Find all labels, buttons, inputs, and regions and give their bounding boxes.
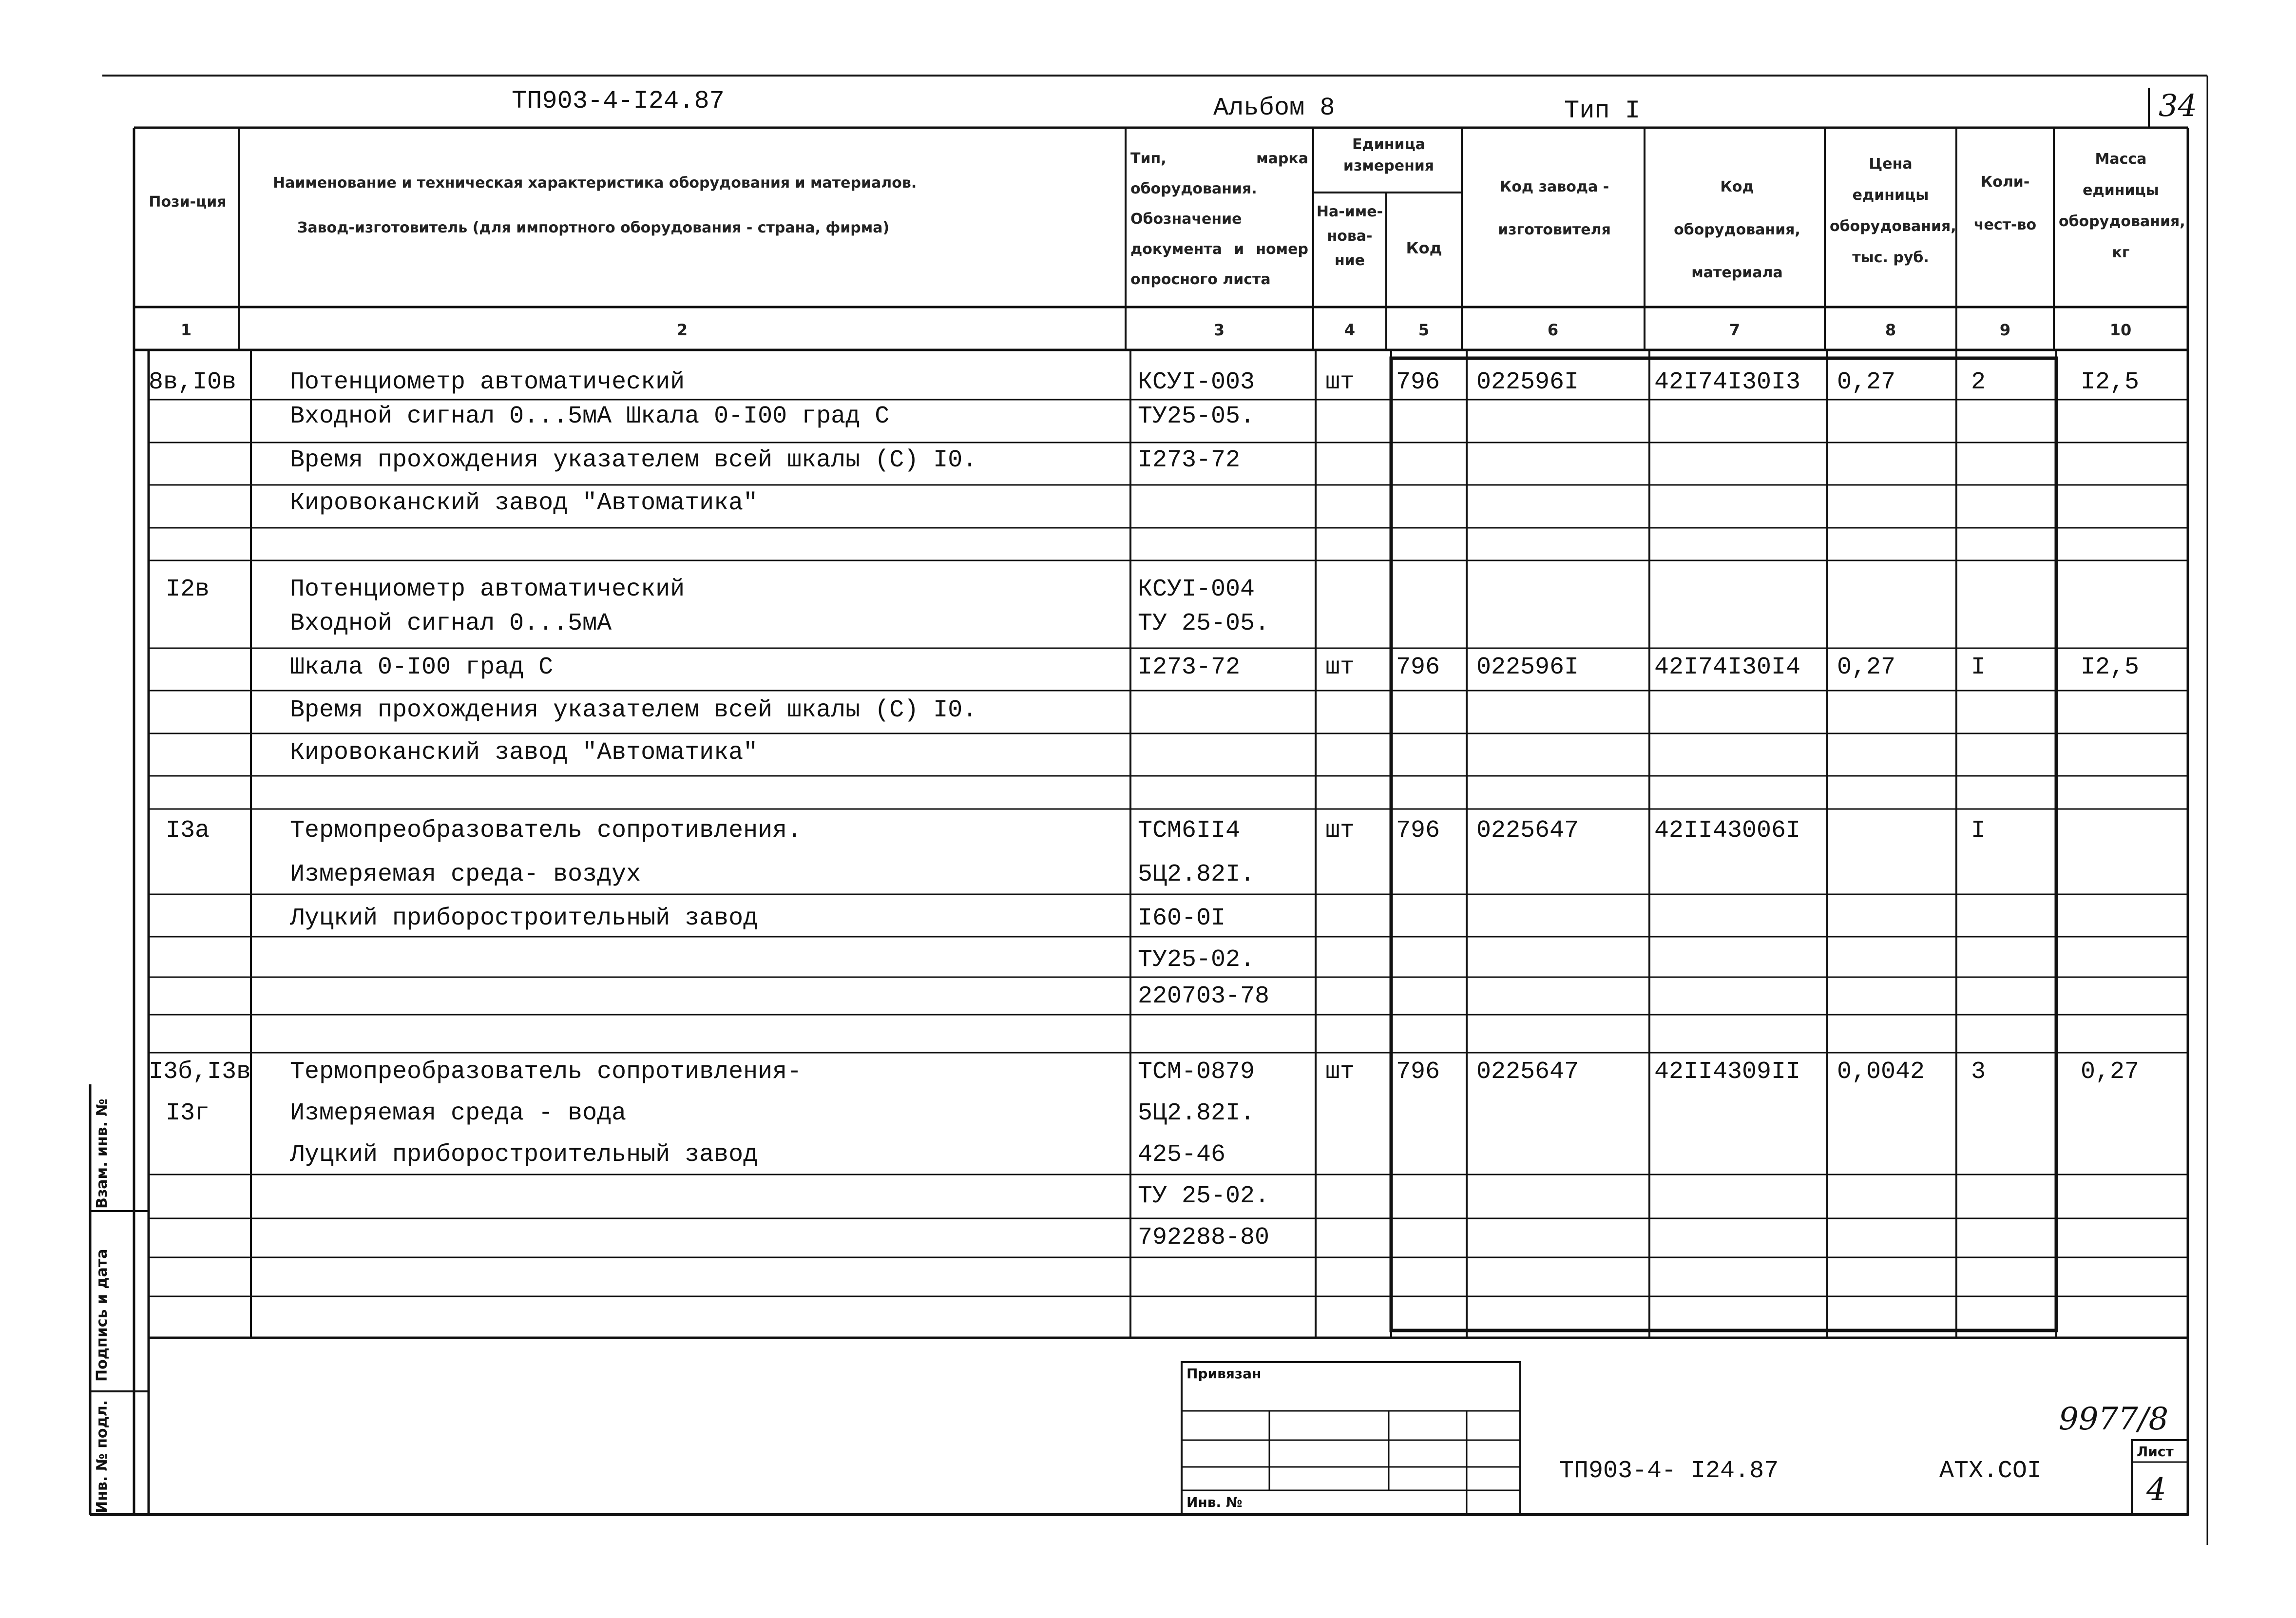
cell-unit-code: 796 — [1396, 654, 1440, 681]
column-number: 8 — [1885, 321, 1896, 339]
cell-name: Термопреобразователь сопротивления. — [290, 817, 802, 845]
cell-position: 8в,I0в — [149, 368, 237, 396]
stamp-handwritten-number: 9977/8 — [2059, 1401, 2169, 1437]
cell-unit: шт — [1325, 368, 1355, 396]
col-header-type: Тип, марка оборудования. Обозначение документа и номер опросного листа — [1130, 150, 1308, 288]
column-number: 1 — [180, 321, 192, 339]
stamp-doc-code: ТП903-4- I24.87 — [1559, 1457, 1779, 1485]
column-number: 2 — [676, 321, 688, 339]
stamp-linked-label: Привязан — [1186, 1366, 1262, 1382]
stamp-mark: АТХ.COI — [1939, 1457, 2042, 1485]
cell-plant-code: 0225647 — [1476, 1058, 1579, 1086]
column-number: 9 — [1999, 321, 2011, 339]
cell-name: Время прохождения указателем всей шкалы (С) I0. — [290, 446, 977, 474]
side-label-sign-date: Подпись и дата — [94, 1249, 111, 1382]
col-header-unit-mass: Масса единицы оборудования, кг — [2059, 151, 2185, 261]
cell-type: КСУI-004 — [1138, 576, 1255, 603]
stamp-sheet-label: Лист — [2137, 1444, 2174, 1460]
cell-position: I2в — [166, 576, 210, 603]
cell-name: Измеряемая среда - вода — [290, 1099, 627, 1127]
cell-type: ТУ25-05. — [1138, 403, 1255, 430]
cell-mass: I2,5 — [2081, 654, 2140, 681]
cell-equipment-code: 42I74I30I3 — [1654, 368, 1801, 396]
corner-sheet-number: 34 — [2159, 88, 2197, 123]
cell-type: 425-46 — [1138, 1141, 1226, 1169]
cell-name: Входной сигнал 0...5мА — [290, 610, 612, 637]
column-number: 5 — [1418, 321, 1430, 339]
cell-quantity: 2 — [1971, 368, 1986, 396]
cell-type: ТУ 25-05. — [1138, 610, 1270, 637]
cell-quantity: I — [1971, 817, 1986, 845]
cell-name: Потенциометр автоматический — [290, 368, 685, 396]
cell-type: ТСМ6II4 — [1138, 817, 1241, 845]
cell-type: КСУI-003 — [1138, 368, 1255, 396]
cell-name: Время прохождения указателем всей шкалы (С) I0. — [290, 696, 977, 724]
cell-plant-code: 022596I — [1476, 654, 1579, 681]
cell-unit-code: 796 — [1396, 1058, 1440, 1086]
cell-type: 792288-80 — [1138, 1224, 1270, 1252]
column-number: 7 — [1729, 321, 1741, 339]
cell-mass: I2,5 — [2081, 368, 2140, 396]
cell-equipment-code: 42I74I30I4 — [1654, 654, 1801, 681]
col-header-manufacturer: Завод-изготовитель (для импортного оборудования - страна, фирма) — [297, 219, 890, 236]
cell-name: Луцкий приборостроительный завод — [290, 1141, 758, 1169]
column-number: 10 — [2109, 321, 2132, 339]
cell-type: I273-72 — [1138, 446, 1241, 474]
cell-name: Измеряемая среда- воздух — [290, 861, 641, 888]
cell-type: 220703-78 — [1138, 982, 1270, 1010]
col-header-plant-code: Код завода - изготовителя — [1498, 178, 1611, 238]
col-header-unit-price: Цена единицы оборудования, тыс. руб. — [1830, 155, 1956, 266]
cell-quantity: 3 — [1971, 1058, 1986, 1086]
col-header-name: Наименование и техническая характеристика оборудования и материалов. — [273, 174, 917, 192]
cell-unit-code: 796 — [1396, 817, 1440, 845]
column-number: 4 — [1344, 321, 1356, 339]
cell-type: ТУ25-02. — [1138, 946, 1255, 974]
stamp-inv-no-label: Инв. № — [1186, 1494, 1243, 1510]
cell-name: Кировоканский завод "Автоматика" — [290, 489, 758, 517]
cell-type: ТУ 25-02. — [1138, 1182, 1270, 1210]
cell-unit-code: 796 — [1396, 368, 1440, 396]
cell-position: I3г — [166, 1099, 210, 1127]
cell-plant-code: 022596I — [1476, 368, 1579, 396]
cell-mass: 0,27 — [2081, 1058, 2140, 1086]
cell-type: 5Ц2.82I. — [1138, 1099, 1255, 1127]
type-label: Тип I — [1564, 96, 1641, 125]
column-number: 6 — [1547, 321, 1559, 339]
col-header-unit-group: Единица измерения — [1343, 136, 1435, 174]
cell-name: Потенциометр автоматический — [290, 576, 685, 603]
cell-type: ТСМ-0879 — [1138, 1058, 1255, 1086]
cell-name: Термопреобразователь сопротивления- — [290, 1058, 802, 1086]
side-label-replace-inv: Взам. инв. № — [94, 1098, 111, 1209]
cell-price: 0,27 — [1837, 654, 1896, 681]
cell-type: I273-72 — [1138, 654, 1241, 681]
cell-quantity: I — [1971, 654, 1986, 681]
cell-position: I3а — [166, 817, 210, 845]
cell-position: I3б,I3в — [149, 1058, 251, 1086]
cell-name: Входной сигнал 0...5мА Шкала 0-I00 град С — [290, 403, 890, 430]
cell-price: 0,27 — [1837, 368, 1896, 396]
cell-equipment-code: 42II4309II — [1654, 1058, 1801, 1086]
cell-type: 5Ц2.82I. — [1138, 861, 1255, 888]
col-header-unit-name: На-име-нова-ние — [1316, 203, 1383, 269]
cell-name: Шкала 0-I00 град С — [290, 654, 554, 681]
col-header-unit-code: Код — [1406, 239, 1442, 257]
col-header-quantity: Коли-чест-во — [1973, 173, 2037, 233]
side-label-inv-orig: Инв. № подл. — [94, 1400, 111, 1513]
cell-price: 0,0042 — [1837, 1058, 1925, 1086]
col-header-equipment-code: Код оборудования, материала — [1674, 178, 1800, 281]
doc-code-top: ТП903-4-I24.87 — [512, 87, 725, 116]
cell-name: Луцкий приборостроительный завод — [290, 905, 758, 932]
cell-equipment-code: 42II43006I — [1654, 817, 1801, 845]
column-number: 3 — [1213, 321, 1225, 339]
cell-name: Кировоканский завод "Автоматика" — [290, 739, 758, 767]
col-header-position: Пози-ция — [149, 193, 227, 211]
cell-type: I60-0I — [1138, 905, 1226, 932]
cell-unit: шт — [1325, 1058, 1355, 1086]
album-label: Альбом 8 — [1213, 94, 1335, 122]
cell-plant-code: 0225647 — [1476, 817, 1579, 845]
stamp-sheet-number: 4 — [2146, 1472, 2166, 1508]
cell-unit: шт — [1325, 654, 1355, 681]
cell-unit: шт — [1325, 817, 1355, 845]
